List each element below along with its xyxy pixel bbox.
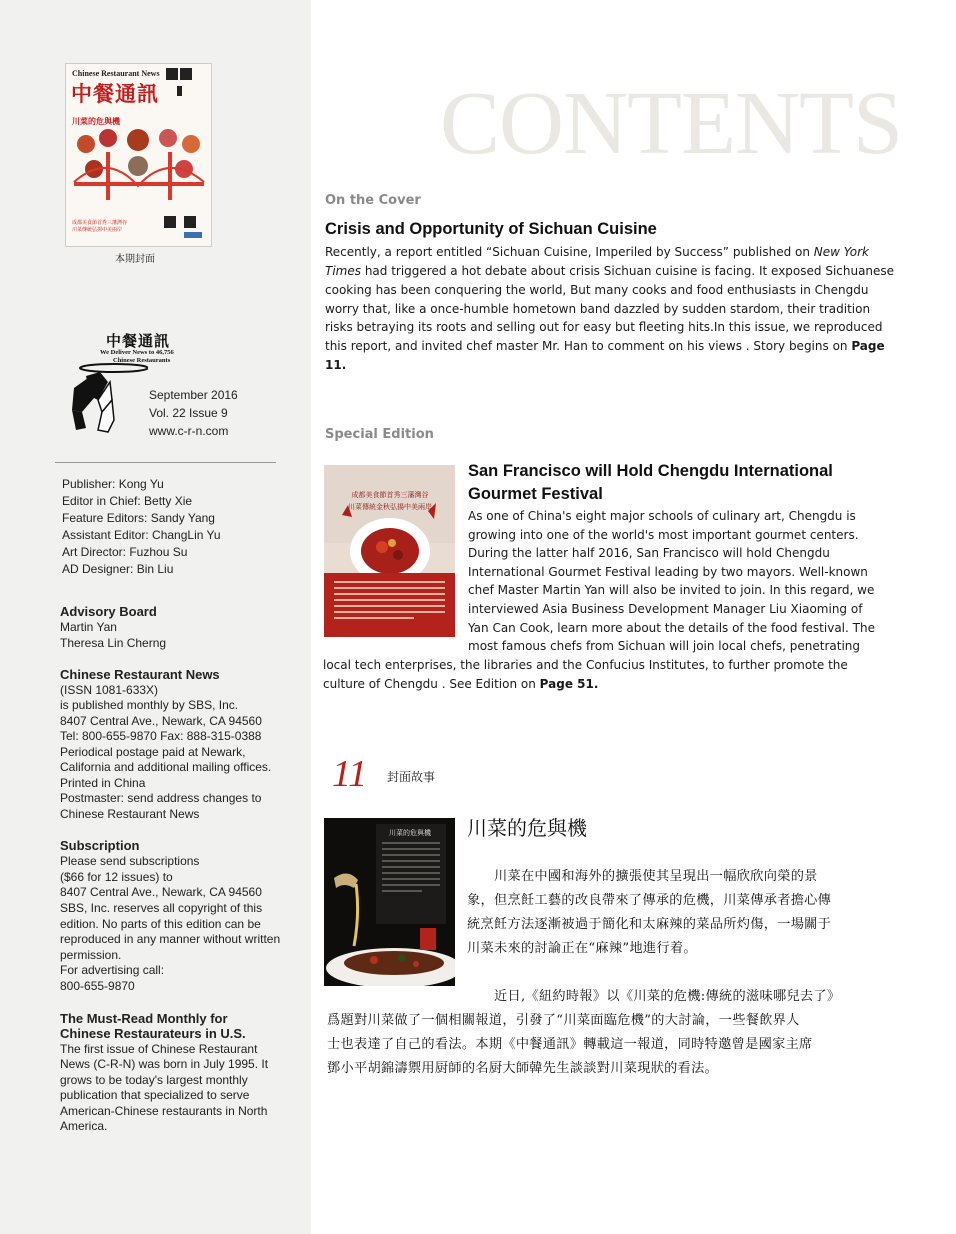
story-paragraph-line: 士也表達了自己的看法。本期《中餐通訊》轉載這一報道，同時特邀曾是國家主席 — [327, 1037, 813, 1052]
cover-caption: 本期封面 — [115, 254, 155, 265]
website-link[interactable]: www.c-r-n.com — [149, 424, 229, 438]
page-reference[interactable]: Page 51. — [539, 677, 599, 691]
must-read-line: publication that specialized to serve — [60, 1088, 250, 1102]
subscription-line: 8407 Central Ave., Newark, CA 94560 — [60, 885, 262, 899]
cover-footer-2: 川菜傳統弘揚中美兩岸 — [72, 227, 123, 233]
special-edition-label: Special Edition — [325, 427, 434, 442]
sidebar-divider — [55, 462, 276, 463]
cover-article-line: Times had triggered a hot debate about crisis Sichuan cuisine is facing. It exposed Sichuanese — [325, 264, 895, 278]
festival-line: local tech enterprises, the libraries and the Confucius Institutes, to further promote the — [323, 658, 848, 672]
cover-footer-1: 成都美食節首秀三藩灣谷 — [72, 220, 128, 226]
subscription-line: reproduced in any manner without written — [60, 932, 281, 946]
page-reference[interactable]: 11. — [325, 358, 347, 372]
cover-article-line: Recently, a report entitled “Sichuan Cuisine, Imperiled by Success” published on New York — [325, 245, 870, 259]
publication-line: Chinese Restaurant News — [60, 807, 200, 821]
festival-illustration — [324, 465, 455, 637]
must-read-line: grows to be today's largest monthly — [60, 1073, 248, 1087]
story-paragraph-line: 鄧小平胡錦濤禦用厨師的名厨大師韓先生談談對川菜現狀的看法。 — [327, 1061, 719, 1076]
publication-heading: Chinese Restaurant News — [60, 667, 220, 682]
page-reference[interactable]: Page — [851, 339, 885, 353]
story-paragraph-line: 川菜未來的討論正在“麻辣”地進行着。 — [467, 941, 697, 956]
cover-title-zh: 中餐通訊 — [71, 81, 159, 106]
festival-line: chef Master Martin Yan will also be invited to join. In this regard, we — [468, 583, 875, 597]
festival-title[interactable]: Gourmet Festival — [468, 485, 603, 503]
publication-line: California and additional mailing offices. — [60, 760, 272, 774]
staff-publisher: Publisher: Kong Yu — [62, 477, 164, 491]
festival-line: As one of China's eight major schools of culinary art, Chengdu is — [468, 509, 856, 523]
festival-image — [324, 465, 455, 637]
publication-line: Tel: 800-655-9870 Fax: 888-315-0388 — [60, 729, 262, 743]
cover-article-line: this report, and invited chef master Mr. Han to comment on his views . Story begins on Page — [325, 339, 885, 353]
subscription-heading: Subscription — [60, 838, 140, 853]
staff-editor-in-chief: Editor in Chief: Betty Xie — [62, 494, 193, 508]
publication-line: (ISSN 1081-633X) — [60, 683, 159, 697]
advisory-heading: Advisory Board — [60, 604, 157, 619]
sichuan-dish-illustration — [324, 818, 455, 986]
subscription-line: permission. — [60, 948, 122, 962]
must-read-line: The first issue of Chinese Restaurant — [60, 1042, 258, 1056]
subscription-line: ($66 for 12 issues) to — [60, 870, 173, 884]
must-read-line: American-Chinese restaurants in North — [60, 1104, 268, 1118]
must-read-line: America. — [60, 1119, 108, 1133]
festival-line: growing into one of the world's most important gourmet centers. — [468, 528, 859, 542]
story-paragraph-line: 近日,《紐約時報》以《川菜的危機:傳統的滋味哪兒去了》 — [467, 989, 841, 1004]
cover-article-line — [325, 356, 346, 375]
cover-article-line: risks betraying its roots and selling out for easy but fleeting hits.In this issue, we reproduced — [325, 320, 883, 334]
cover-story-label: 封面故事 — [387, 770, 436, 784]
story-title[interactable]: 川菜的危與機 — [467, 816, 587, 840]
festival-image-caption-2: 川菜傳統金秋弘揚中美兩岸 — [348, 503, 432, 511]
cover-article-line: cooking has been conquering the world, But many cooks and food enthusiasts in Chengdu — [325, 283, 869, 297]
story-paragraph-line: 象，但烹飪工藝的改良帶來了傳承的危機，川菜傳承者擔心傳 — [467, 893, 832, 908]
festival-line: culture of Chengdu . See Edition on Page 51. — [323, 677, 599, 691]
dish-image-caption: 川菜的危與機 — [389, 829, 431, 837]
publication-line: Printed in China — [60, 776, 146, 790]
staff-assistant-editor: Assistant Editor: ChangLin Yu — [62, 528, 221, 542]
story-paragraph-line: 川菜在中國和海外的擴張使其呈現出一幅欣欣向榮的景 — [467, 869, 818, 884]
subscription-line: Please send subscriptions — [60, 854, 200, 868]
waiter-logo-icon — [68, 360, 148, 442]
magazine-cover — [65, 63, 212, 247]
cover-article-title[interactable]: Crisis and Opportunity of Sichuan Cuisine — [325, 220, 657, 238]
publication-line: is published monthly by SBS, Inc. — [60, 698, 239, 712]
subscription-line: For advertising call: — [60, 963, 165, 977]
festival-line: interviewed Asia Business Development Manager Liu Xiaoming of — [468, 602, 863, 616]
festival-line: International Gourmet Festival leading by two mayors. Well-known — [468, 565, 868, 579]
issue-volume: Vol. 22 Issue 9 — [149, 406, 228, 420]
logo-name: 中餐通訊 — [106, 332, 171, 350]
cover-title-en: Chinese Restaurant News — [72, 69, 160, 78]
festival-line: During the latter half 2016, San Francisco will hold Chengdu — [468, 546, 830, 560]
subscription-line: edition. No parts of this edition can be — [60, 917, 261, 931]
advisory-member: Theresa Lin Cherng — [60, 636, 167, 650]
advisory-member: Martin Yan — [60, 620, 117, 634]
story-page-number: 11 — [332, 753, 368, 795]
publication-line: 8407 Central Ave., Newark, CA 94560 — [60, 714, 262, 728]
festival-image-caption-1: 成都美食節首秀三藩灣谷 — [351, 491, 429, 499]
must-read-heading: Chinese Restaurateurs in U.S. — [60, 1026, 246, 1041]
festival-title[interactable]: San Francisco will Hold Chengdu International — [468, 462, 833, 480]
story-paragraph-line: 爲題對川菜做了一個相關報道，引發了“川菜面臨危機”的大討論，一些餐飲界人 — [327, 1013, 800, 1028]
cover-headline: 川菜的危與機 — [72, 117, 120, 126]
publication-line: Postmaster: send address changes to — [60, 791, 262, 805]
logo-tagline-2: Chinese Restaurants — [113, 357, 171, 364]
contents-heading: CONTENTS — [440, 74, 902, 173]
issue-date: September 2016 — [149, 388, 238, 402]
story-paragraph-line: 統烹飪方法逐漸被過于簡化和太麻辣的菜品所灼傷，一場關于 — [467, 917, 832, 932]
staff-ad-designer: AD Designer: Bin Liu — [62, 562, 174, 576]
must-read-line: News (C-R-N) was born in July 1995. It — [60, 1057, 269, 1071]
festival-line: Yan Can Cook, learn more about the details of the food festival. The — [468, 621, 875, 635]
advertising-phone: 800-655-9870 — [60, 979, 135, 993]
staff-art-director: Art Director: Fuzhou Su — [62, 545, 188, 559]
must-read-heading: The Must-Read Monthly for — [60, 1011, 228, 1026]
cover-article-line: worry that, like a once-humble hometown band dazzled by sudden stardom, their tradition — [325, 302, 871, 316]
sichuan-dish-image — [324, 818, 455, 986]
staff-feature-editors: Feature Editors: Sandy Yang — [62, 511, 215, 525]
subscription-line: SBS, Inc. reserves all copyright of this — [60, 901, 263, 915]
on-cover-label: On the Cover — [325, 193, 421, 208]
logo-tagline-1: We Deliver News to 46,756 — [100, 349, 174, 356]
festival-line: most famous chefs from Sichuan will join local chefs, penetrating — [468, 639, 861, 653]
publication-line: Periodical postage paid at Newark, — [60, 745, 246, 759]
